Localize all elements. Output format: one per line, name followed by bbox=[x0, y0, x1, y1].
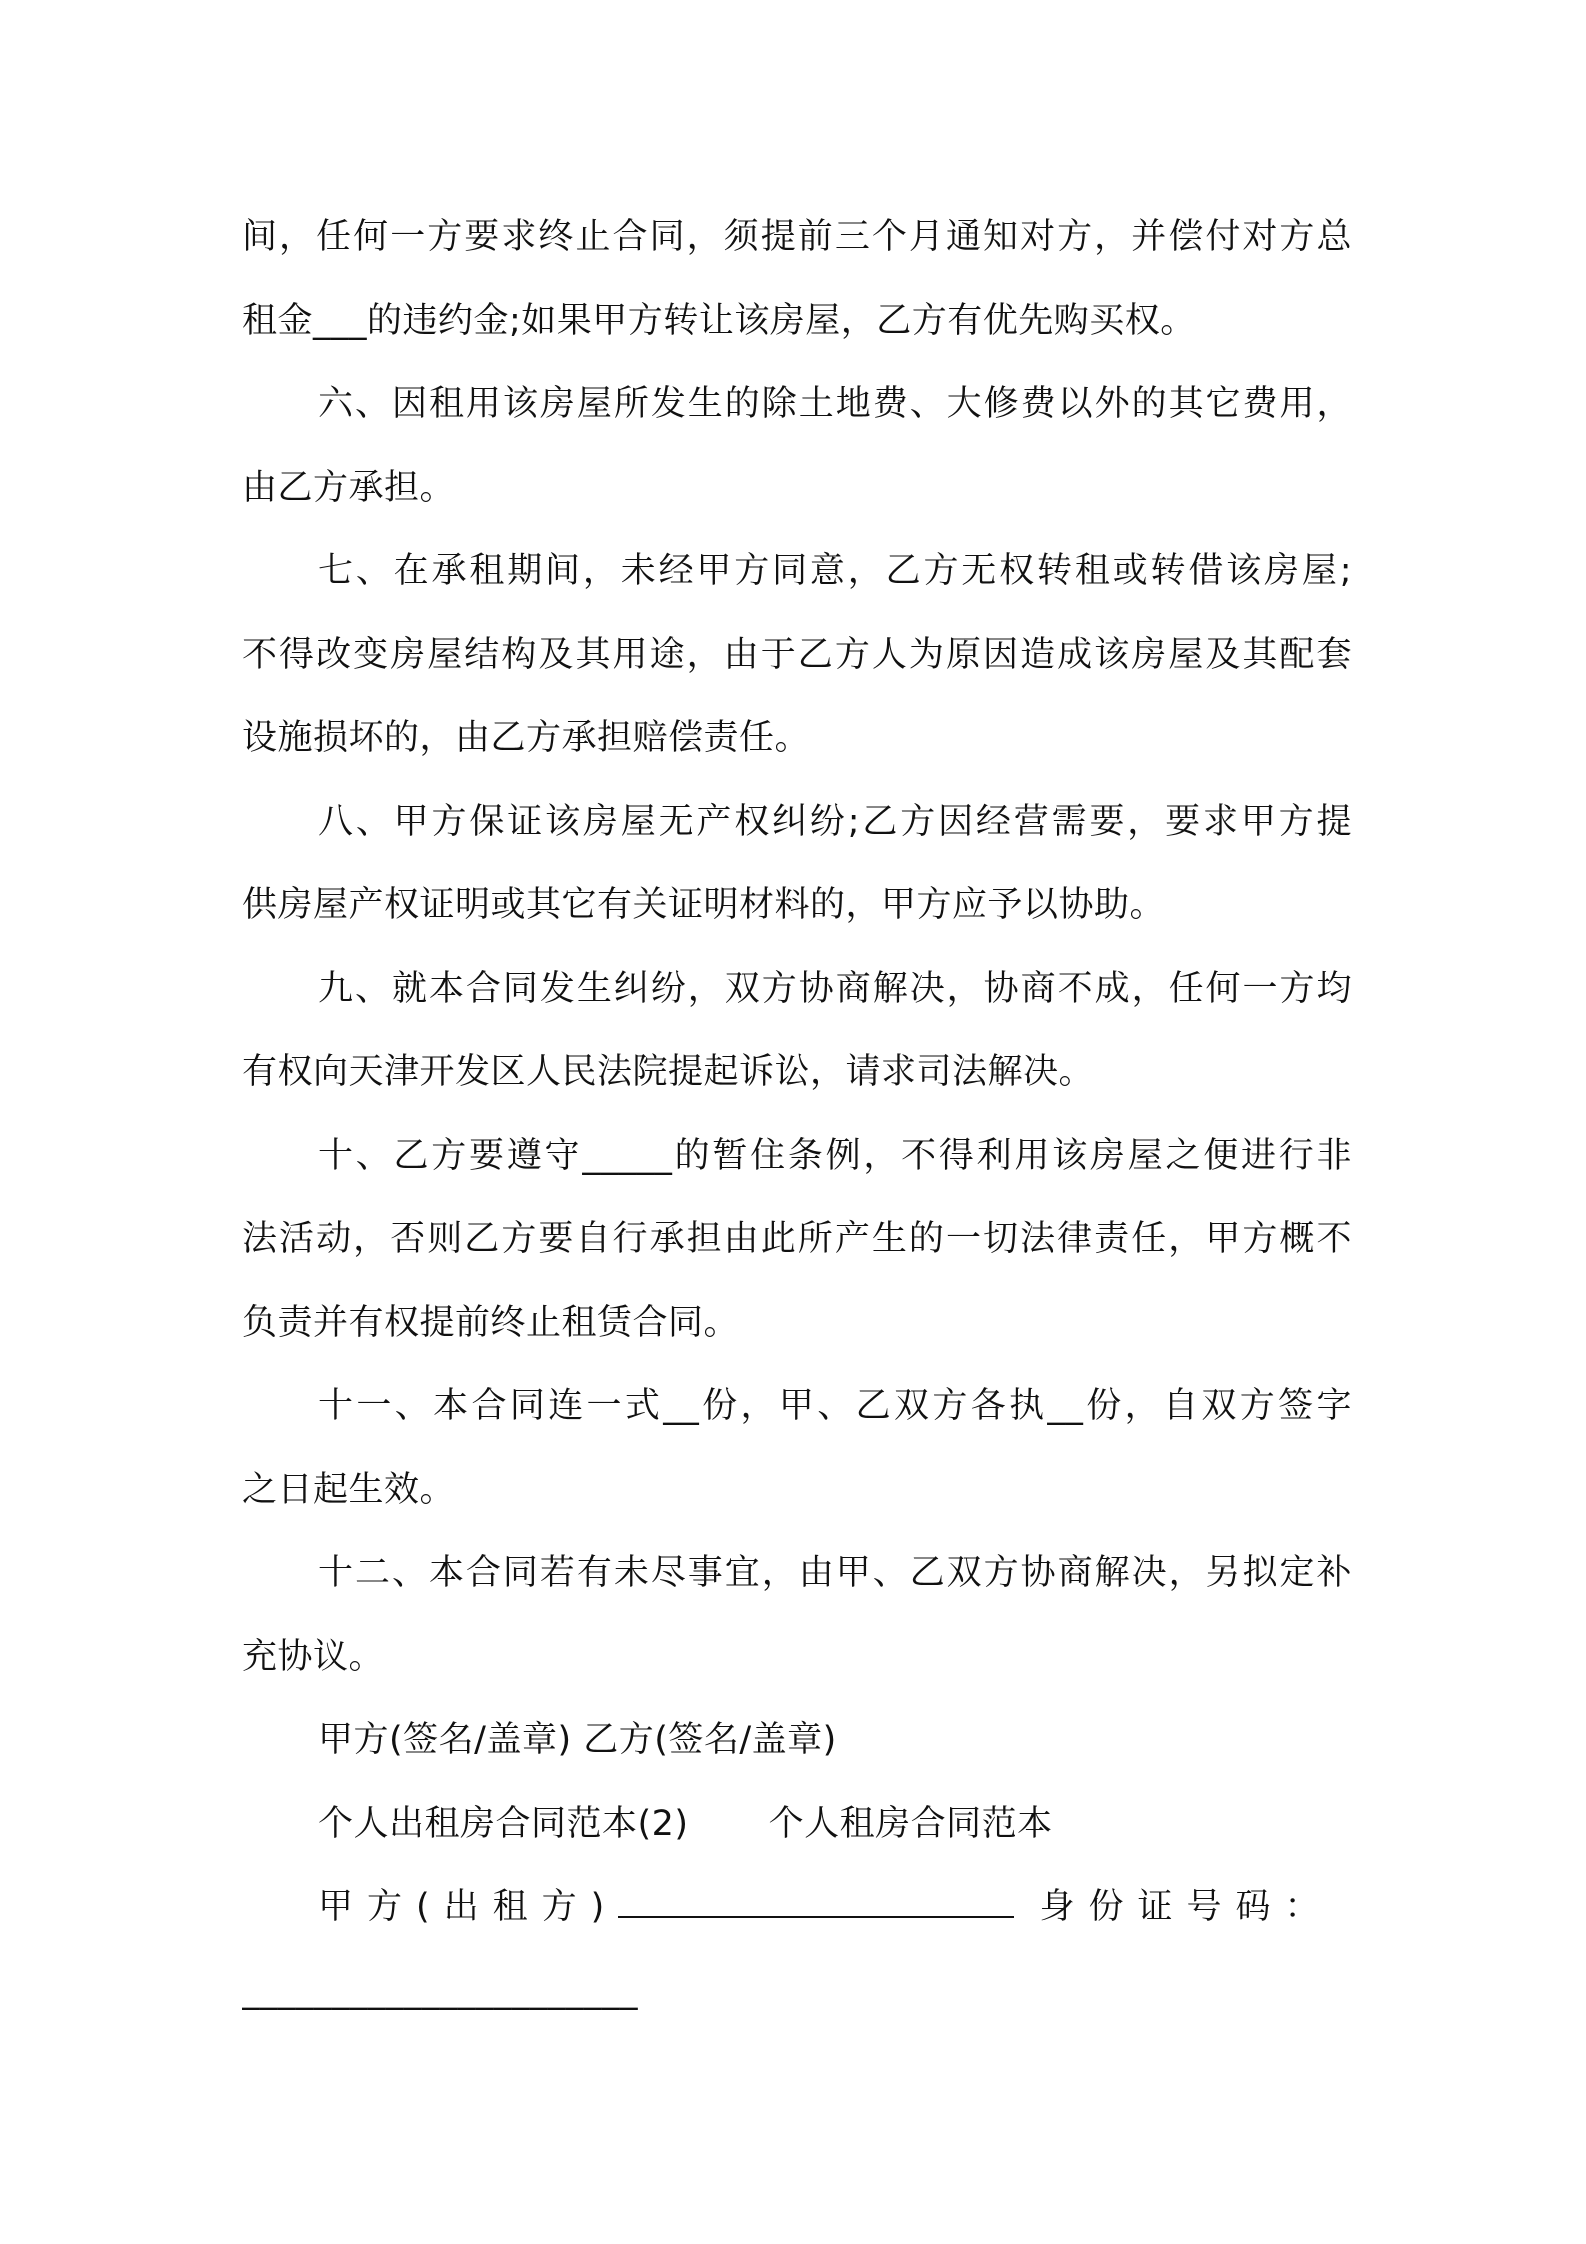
paragraph-line: 充协议。 bbox=[242, 1636, 385, 1677]
next-contract-title bbox=[242, 1783, 1352, 1867]
party-a-label: 甲方(出租方) bbox=[318, 1887, 619, 1927]
paragraph-line: 有权向天津开发区人民法院提起诉讼，请求司法解决。 bbox=[242, 1052, 1095, 1092]
paragraph-line: 由乙方承担。 bbox=[242, 467, 456, 508]
paragraph-line: 租金___的违约金;如果甲方转让该房屋，乙方有优先购买权。 bbox=[242, 300, 1196, 341]
paragraph-line: 间，任何一方要求终止合同，须提前三个月通知对方，并偿付对方总 bbox=[242, 217, 1352, 257]
id-number-blank: ______________________ bbox=[242, 1970, 638, 2011]
contract-body bbox=[242, 196, 1352, 2033]
paragraph-line: 负责并有权提前终止租赁合同。 bbox=[242, 1302, 740, 1343]
id-number-label: 身份证号码： bbox=[1039, 1887, 1334, 1927]
clause-eleven: 十一、本合同连一式__份，甲、乙双方各执__份，自双方签字 bbox=[318, 1386, 1352, 1426]
clause-six: 六、因租用该房屋所发生的除土地费、大修费以外的其它费用， bbox=[318, 384, 1352, 424]
clause-twelve: 十二、本合同若有未尽事宜，由甲、乙双方协商解决，另拟定补 bbox=[318, 1553, 1352, 1593]
clause-nine: 九、就本合同发生纠纷，双方协商解决，协商不成，任何一方均 bbox=[318, 968, 1352, 1009]
signature-line: 甲方(签名/盖章) 乙方(签名/盖章) bbox=[318, 1720, 837, 1760]
paragraph-line: 之日起生效。 bbox=[242, 1469, 456, 1510]
next-title-a: 个人出租房合同范本(2) bbox=[318, 1803, 689, 1844]
party-a-line bbox=[242, 1866, 1352, 1950]
clause-eight: 八、甲方保证该房屋无产权纠纷;乙方因经营需要，要求甲方提 bbox=[318, 801, 1352, 842]
clause-seven: 七、在承租期间，未经甲方同意，乙方无权转租或转借该房屋; bbox=[318, 551, 1352, 591]
next-title-b: 个人租房合同范本 bbox=[768, 1803, 1053, 1844]
paragraph-line: 供房屋产权证明或其它有关证明材料的，甲方应予以协助。 bbox=[242, 885, 1166, 925]
id-number-blank-line bbox=[242, 1950, 1352, 2034]
paragraph-line: 法活动，否则乙方要自行承担由此所产生的一切法律责任，甲方概不 bbox=[242, 1219, 1352, 1259]
paragraph-line: 设施损坏的，由乙方承担赔偿责任。 bbox=[242, 718, 811, 758]
paragraph-line: 不得改变房屋结构及其用途，由于乙方人为原因造成该房屋及其配套 bbox=[242, 634, 1352, 675]
clause-ten: 十、乙方要遵守_____的暂住条例，不得利用该房屋之便进行非 bbox=[318, 1135, 1352, 1176]
party-a-name-blank bbox=[618, 1912, 1014, 1918]
